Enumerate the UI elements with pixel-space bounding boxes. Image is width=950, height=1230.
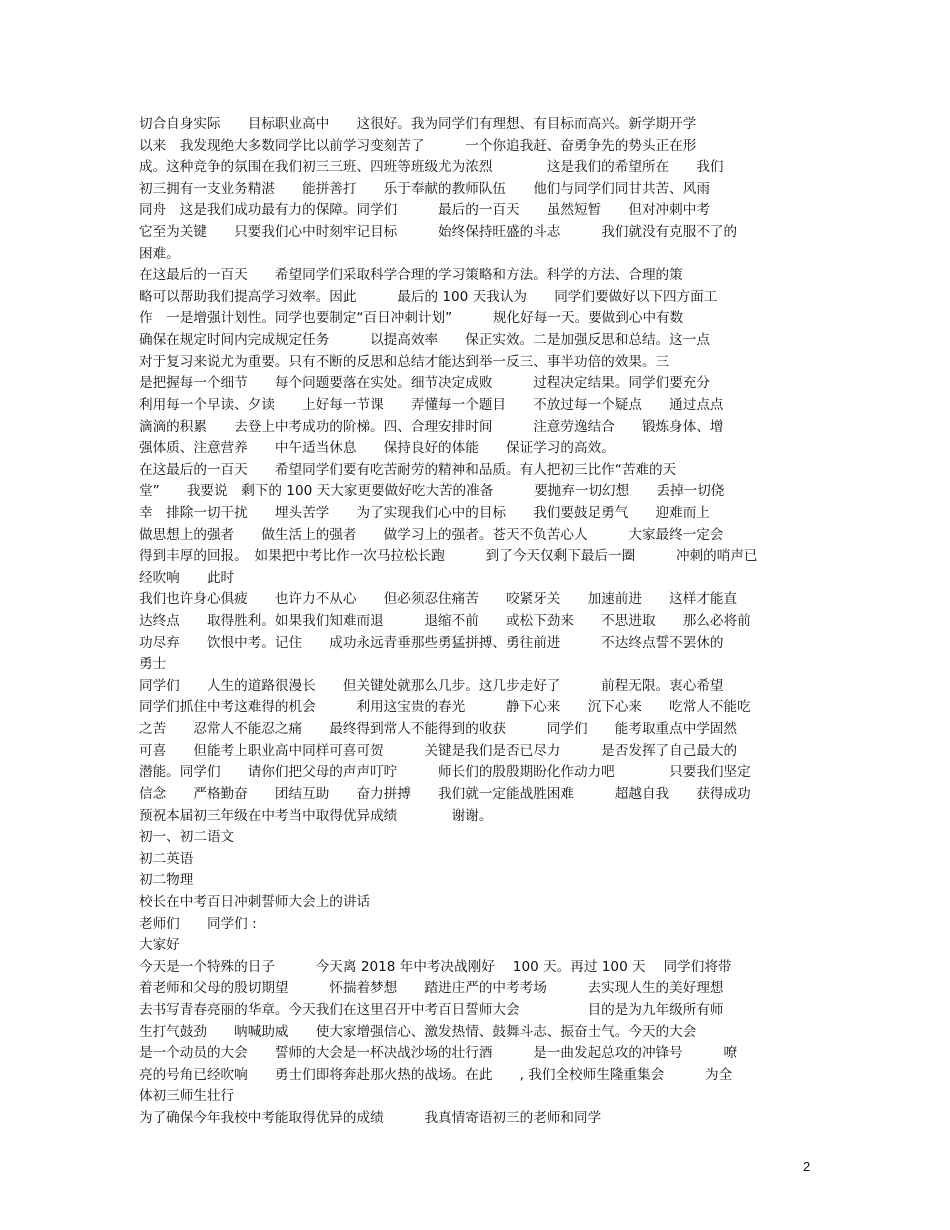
text-line: 勇士 xyxy=(139,656,167,673)
text-line: 可喜 但能考上职业高中同样可喜可贺 关键是我们是否已尽力 是否发挥了自己最大的 xyxy=(139,742,738,759)
text-line: 亮的号角已经吹响 勇士们即将奔赴那火热的战场。在此 , 我们全校师生隆重集会 为全 xyxy=(139,1066,733,1083)
text-line: 做思想上的强者 做生活上的强者 做学习上的强者。苍天不负苦心人 大家最终一定会 xyxy=(139,526,724,543)
page-number: 2 xyxy=(803,1159,811,1174)
text-line: 利用每一个早读、夕读 上好每一节课 弄懂每一个题目 不放过每一个疑点 通过点点 xyxy=(139,396,724,413)
text-line: 以来 我发现绝大多数同学比以前学习变刻苦了 一个你追我赶、奋勇争先的势头正在形 xyxy=(139,137,697,154)
body-text xyxy=(139,114,819,1130)
text-line: 切合自身实际 目标职业高中 这很好。我为同学们有理想、有目标而高兴。新学期开学 xyxy=(139,116,697,132)
text-line: 经吹响 此时 xyxy=(139,569,235,586)
text-line: 略可以帮助我们提高学习效率。因此 最后的 100 天我认为 同学们要做好以下四方面工 xyxy=(139,288,718,305)
text-line: 着老师和父母的殷切期望 怀揣着梦想 踏进庄严的中考考场 去实现人生的美好理想 xyxy=(139,980,724,997)
text-line: 老师们 同学们 : xyxy=(139,915,257,932)
text-line: 我们也许身心俱疲 也许力不从心 但必须忍住痛苦 咬紧牙关 加速前进 这样才能直 xyxy=(139,591,738,608)
text-line: 同舟 这是我们成功最有力的保障。同学们 最后的一百天 虽然短暂 但对冲刺中考 xyxy=(139,202,710,219)
text-line: 预祝本届初三年级在中考当中取得优异成绩 谢谢。 xyxy=(139,807,493,824)
text-line: 生打气鼓劲 呐喊助威 使大家增强信心、激发热情、鼓舞斗志、振奋士气。今天的大会 xyxy=(139,1023,697,1040)
text-line: 成。这种竞争的氛围在我们初三三班、四班等班级尤为浓烈 这是我们的希望所在 我们 xyxy=(139,159,724,176)
text-line: 去书写青春亮丽的华章。今天我们在这里召开中考百日誓师大会 目的是为九年级所有师 xyxy=(139,1001,724,1018)
text-line: 今天是一个特殊的日子 今天离 2018 年中考决战刚好 100 天。再过 100 天 同学们将带 xyxy=(139,958,732,975)
text-line: 为了确保今年我校中考能取得优异的成绩 我真情寄语初三的老师和同学 xyxy=(139,1110,602,1127)
text-line: 滴滴的积累 去登上中考成功的阶梯。四、合理安排时间 注意劳逸结合 锻炼身体、增 xyxy=(139,418,724,435)
text-line: 确保在规定时间内完成规定任务 以提高效率 保正实效。二是加强反思和总结。这一点 xyxy=(139,332,710,349)
text-line: 同学们 人生的道路很漫长 但关键处就那么几步。这几步走好了 前程无限。衷心希望 xyxy=(139,677,724,694)
text-line: 幸 排除一切干扰 埋头苦学 为了实现我们心中的目标 我们要鼓足勇气 迎难而上 xyxy=(139,504,710,521)
text-line: 困难。 xyxy=(139,245,180,262)
text-line: 在这最后的一百天 希望同学们采取科学合理的学习策略和方法。科学的方法、合理的策 xyxy=(139,267,683,284)
text-line: 初二英语 xyxy=(139,850,194,867)
text-line: 之苦 忍常人不能忍之痛 最终得到常人不能得到的收获 同学们 能考取重点中学固然 xyxy=(139,721,738,738)
text-line: 强体质、注意营养 中午适当休息 保持良好的体能 保证学习的高效。 xyxy=(139,440,615,457)
text-line: 初一、初二语文 xyxy=(139,829,235,846)
text-line: 得到丰厚的回报。 如果把中考比作一次马拉松长跑 到了今天仅剩下最后一圈 冲刺的哨声已 xyxy=(139,548,758,565)
text-line: 达终点 取得胜利。如果我们知难而退 退缩不前 或松下劲来 不思进取 那么必将前 xyxy=(139,613,751,630)
text-line: 堂” 我要说 剩下的 100 天大家更要做好吃大苦的准备 要抛弃一切幻想 丢掉一切侥 xyxy=(139,483,725,500)
text-line: 功尽弃 饮恨中考。记住 成功永远青垂那些勇猛拼搏、勇往前进 不达终点誓不罢休的 xyxy=(139,634,724,651)
text-line: 它至为关键 只要我们心中时刻牢记目标 始终保持旺盛的斗志 我们就没有克服不了的 xyxy=(139,224,738,241)
text-line: 在这最后的一百天 希望同学们要有吃苦耐劳的精神和品质。有人把初三比作“苦难的天 xyxy=(139,461,677,478)
text-line: 同学们抓住中考这难得的机会 利用这宝贵的春光 静下心来 沉下心来 吃常人不能吃 xyxy=(139,699,751,716)
text-line: 初三拥有一支业务精湛 能拼善打 乐于奉献的教师队伍 他们与同学们同甘共苦、风雨 xyxy=(139,180,710,197)
text-line: 大家好 xyxy=(139,937,180,954)
text-line: 体初三师生壮行 xyxy=(139,1088,235,1105)
text-line: 是一个动员的大会 誓师的大会是一杯决战沙场的壮行酒 是一曲发起总攻的冲锋号 嘹 xyxy=(139,1045,738,1062)
text-line: 校长在中考百日冲刺誓师大会上的讲话 xyxy=(139,893,371,910)
text-line: 初二物理 xyxy=(139,872,194,889)
text-line: 对于复习来说尤为重要。只有不断的反思和总结才能达到举一反三、事半功倍的效果。三 xyxy=(139,353,670,370)
text-line: 作 一是增强计划性。同学也要制定“百日冲刺计划” 规化好每一天。要做到心中有数 xyxy=(139,310,684,327)
text-line: 潜能。同学们 请你们把父母的声声叮咛 师长们的殷殷期盼化作动力吧 只要我们坚定 xyxy=(139,764,751,781)
text-line: 信念 严格勤奋 团结互助 奋力拼搏 我们就一定能战胜困难 超越自我 获得成功 xyxy=(139,785,751,802)
text-line: 是把握每一个细节 每个问题要落在实处。细节决定成败 过程决定结果。同学们要充分 xyxy=(139,375,710,392)
